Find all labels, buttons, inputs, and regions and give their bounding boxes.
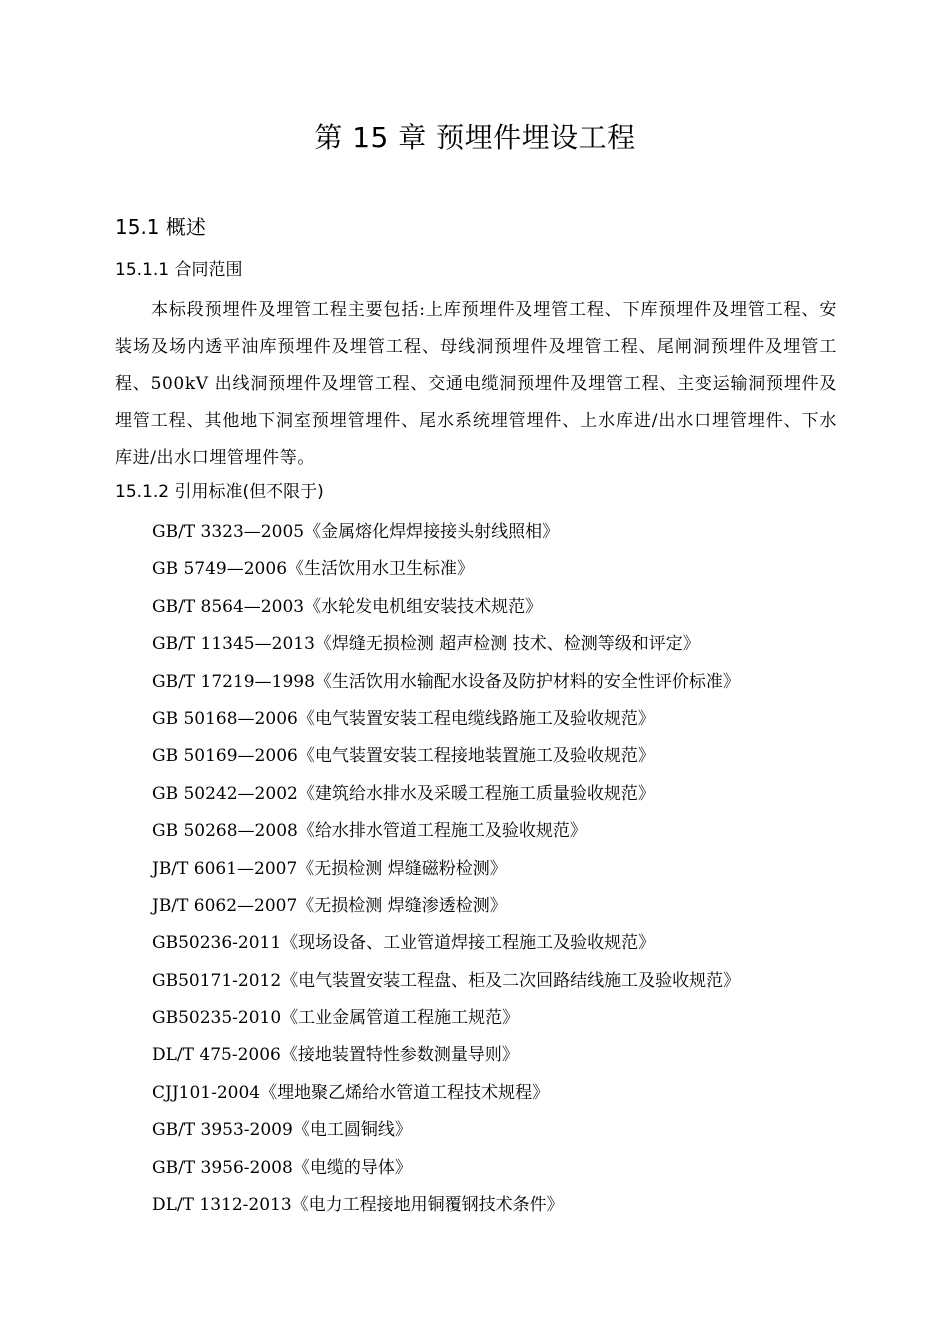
- standard-item: GB 50169—2006《电气装置安装工程接地装置施工及验收规范》: [152, 746, 655, 767]
- standard-item: GB/T 3323—2005《金属熔化焊焊接接头射线照相》: [152, 522, 560, 542]
- chapter-title: 第 15 章 预埋件埋设工程: [314, 121, 636, 154]
- standard-item: GB/T 8564—2003《水轮发电机组安装技术规范》: [152, 596, 543, 617]
- standard-item: GB 50268—2008《给水排水管道工程施工及验收规范》: [152, 821, 587, 842]
- standard-item: GB50171-2012《电气装置安装工程盘、柜及二次回路结线施工及验收规范》: [152, 970, 741, 991]
- subsection-heading-referenced-standards: 15.1.2 引用标准(但不限于): [115, 482, 324, 502]
- subsection-heading-contract-scope: 15.1.1 合同范围: [115, 260, 243, 280]
- standard-item: GB/T 11345—2013《焊缝无损检测 超声检测 技术、检测等级和评定》: [152, 634, 700, 655]
- standard-item: GB/T 3956-2008《电缆的导体》: [152, 1157, 412, 1178]
- standard-item: GB/T 17219—1998《生活饮用水输配水设备及防护材料的安全性评价标准》: [152, 671, 740, 692]
- standard-item: JB/T 6062—2007《无损检测 焊缝渗透检测》: [152, 895, 507, 916]
- standard-item: GB/T 3953-2009《电工圆铜线》: [152, 1120, 412, 1141]
- standards-list: [152, 514, 740, 1224]
- standard-item: GB 50242—2002《建筑给水排水及采暖工程施工质量验收规范》: [152, 783, 655, 804]
- standard-item: GB 50168—2006《电气装置安装工程电缆线路施工及验收规范》: [152, 708, 655, 729]
- standard-item: GB 5749—2006《生活饮用水卫生标准》: [152, 559, 475, 580]
- section-heading: 15.1 概述: [115, 215, 206, 239]
- standard-item: JB/T 6061—2007《无损检测 焊缝磁粉检测》: [152, 858, 507, 879]
- standard-item: GB50236-2011《现场设备、工业管道焊接工程施工及验收规范》: [152, 933, 656, 954]
- standard-item: CJJ101-2004《埋地聚乙烯给水管道工程技术规程》: [152, 1082, 550, 1103]
- standard-item: DL/T 1312-2013《电力工程接地用铜覆钢技术条件》: [152, 1195, 564, 1216]
- standard-item: GB50235-2010《工业金属管道工程施工规范》: [152, 1008, 520, 1029]
- contract-scope-paragraph: 本标段预埋件及埋管工程主要包括:上库预埋件及埋管工程、下库预埋件及埋管工程、安装场及场内透平油库预埋件及埋管工程、母线洞预埋件及埋管工程、尾闸洞预埋件及埋管工程、500kV 出线洞预埋件及埋管工程、交通电缆洞预埋件及埋管工程、主变运输洞预埋件及埋管工程、其他地下洞室预埋管埋件、尾水系统埋管埋件、上水库进/出水口埋管埋件、下水库进/出水口埋管埋件等。: [115, 300, 837, 468]
- standard-item: DL/T 475-2006《接地装置特性参数测量导则》: [152, 1045, 519, 1066]
